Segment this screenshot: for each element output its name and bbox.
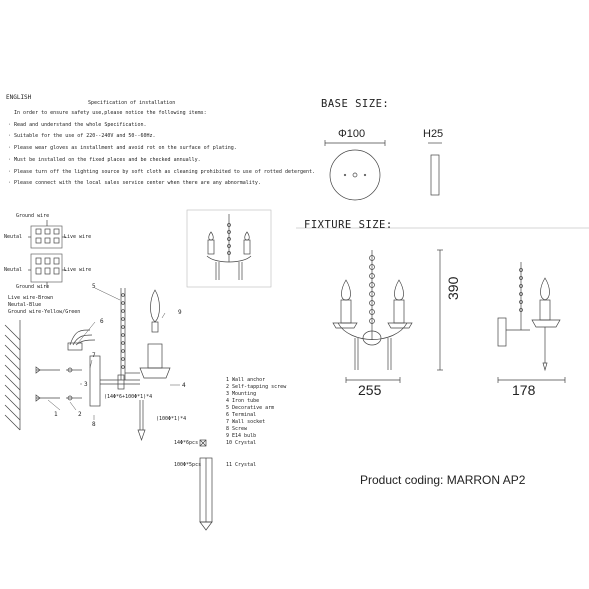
product-coding: Product coding: MARRON AP2 <box>360 473 526 487</box>
crystal-callout-b: (100Φ*1)*4 <box>156 416 187 422</box>
callout-8: 8 <box>92 421 96 428</box>
base-plate-drawing <box>325 140 385 200</box>
part-item: 5 Decorative arm <box>226 405 275 411</box>
base-size-heading: BASE SIZE: <box>321 98 390 110</box>
instruction-item: · Please connect with the local sales service center when there are any abnormality. <box>8 180 261 186</box>
language-label: ENGLISH <box>6 94 32 101</box>
part-item: 4 Iron tube <box>226 398 260 404</box>
fixture-size-heading: FIXTURE SIZE: <box>304 219 393 231</box>
base-diameter: Φ100 <box>338 128 366 140</box>
wall-hatch-drawing <box>5 320 20 430</box>
callout-5: 5 <box>92 283 96 290</box>
e14-bulb-drawing <box>151 290 160 332</box>
part-item: 9 E14 bulb <box>226 433 257 439</box>
callout-2: 2 <box>78 411 82 418</box>
anchor-screws-drawing <box>36 367 82 401</box>
neutral-label-top: Neutal <box>4 234 23 240</box>
fixture-height: 390 <box>445 276 461 300</box>
ground-wire-label-top: Ground wire <box>16 213 50 219</box>
base-side-drawing <box>428 143 442 195</box>
wiring-terminal-bottom-drawing <box>28 254 66 288</box>
neutral-label-bottom: Neutal <box>4 267 23 273</box>
fixture-depth: 178 <box>512 382 536 398</box>
part-item: 2 Self-tapping screw <box>226 384 287 390</box>
ground-wire-label-bottom: Ground wire <box>16 284 50 290</box>
callout-1: 1 <box>54 411 58 418</box>
callout-4: 4 <box>182 382 186 389</box>
instructions-title: Specification of installation <box>88 100 176 106</box>
crystal-11-drawing <box>200 458 212 530</box>
wire-color-legend: Neutal-Blue <box>8 302 42 308</box>
part-item: 1 Wall anchor <box>226 377 266 383</box>
part-item: 3 Mounting <box>226 391 257 397</box>
part-item: 7 Wall socket <box>226 419 266 425</box>
instruction-item: · Please turn off the lighting source by soft cloth as cleaning prohibited to use of rotted detergent. <box>8 169 316 175</box>
part-item: 6 Terminal <box>226 412 257 418</box>
decorative-arm-drawing <box>121 288 125 380</box>
wire-color-legend: Ground wire-Yellow/Green <box>8 309 81 315</box>
parts-list <box>226 377 286 440</box>
callout-6: 6 <box>100 318 104 325</box>
live-wire-label-bottom: Live wire <box>64 267 92 273</box>
instruction-item: · Read and understand the whole Specification. <box>8 122 147 128</box>
instruction-item: · Suitable for the use of 220--240V and 50--60Hz. <box>8 133 156 139</box>
instructions-intro: In order to ensure safety use,please notice the following items: <box>14 110 207 116</box>
fixture-front-drawing <box>333 250 443 383</box>
wiring-terminal-top-drawing <box>28 220 66 248</box>
crystal-callout-a: (14Φ*6+100Φ*1)*4 <box>104 394 153 400</box>
crystal-11-size: 100Φ*5pcs <box>174 462 202 468</box>
wire-color-legend: Live wire-Brown <box>8 295 54 301</box>
part-item: 10 Crystal <box>226 440 257 446</box>
instruction-item: · Please wear gloves as installment and avoid rot on the surface of plating. <box>8 145 237 151</box>
base-height: H25 <box>423 128 444 140</box>
candle-socket-drawing <box>125 344 170 378</box>
fixture-side-drawing <box>498 262 565 383</box>
live-wire-label-top: Live wire <box>64 234 92 240</box>
callout-7: 7 <box>92 352 96 359</box>
instruction-item: · Must be installed on the fixed places and be checked annually. <box>8 157 201 163</box>
fixture-width: 255 <box>358 382 382 398</box>
callout-3: 3 <box>84 381 88 388</box>
crystal-10-drawing <box>200 440 206 446</box>
part-item: 8 Screw <box>226 426 248 432</box>
fixture-preview-drawing <box>187 210 271 287</box>
callout-9: 9 <box>178 309 182 316</box>
wires-drawing <box>68 330 95 350</box>
hanging-crystal-drawing <box>138 400 145 440</box>
part-item: 11 Crystal <box>226 462 257 468</box>
crystal-10-size: 14Φ*6pcs <box>174 440 199 446</box>
